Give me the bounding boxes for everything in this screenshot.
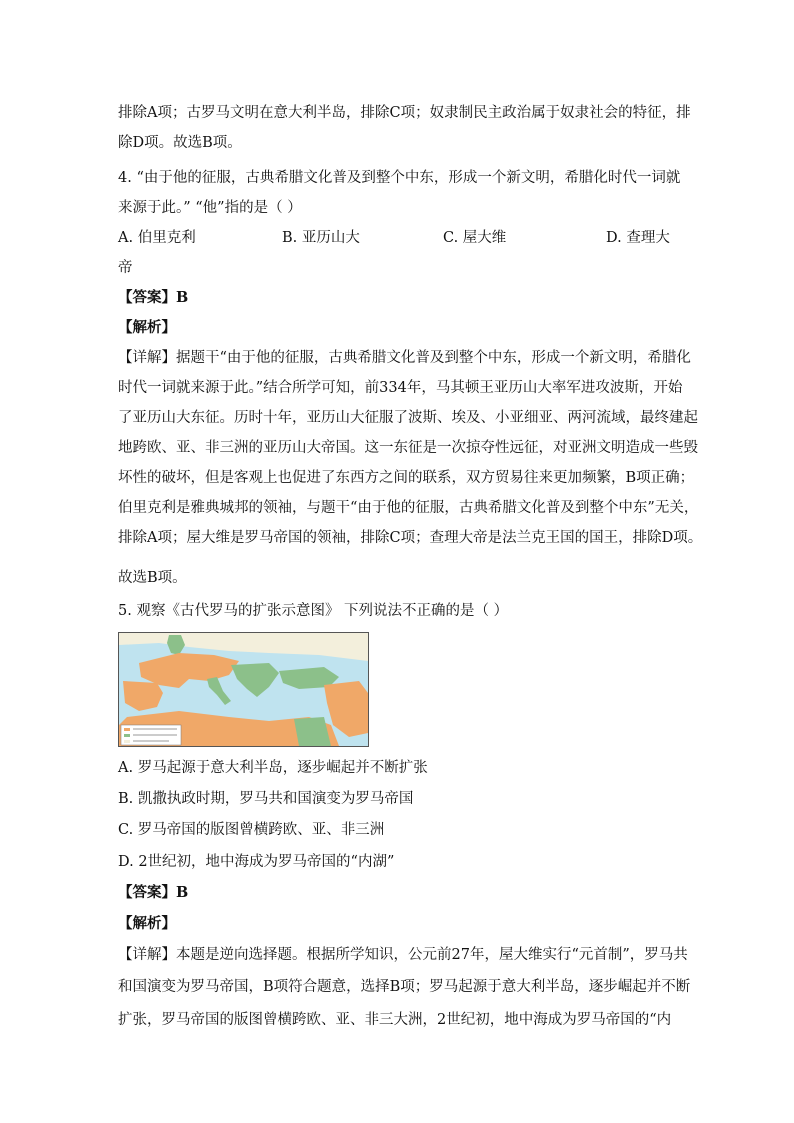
- q4-answer: 【答案】B: [118, 289, 189, 306]
- q4-detail-line-4: 地跨欧、亚、非三洲的亚历山大帝国。这一东征是一次掠夺性远征，对亚洲文明造成一些毁: [118, 440, 698, 456]
- prev-explanation-line-1: 排除A项；古罗马文明在意大利半岛，排除C项；奴隶制民主政治属于奴隶社会的特征，排: [118, 105, 691, 121]
- q4-option-a: A. 伯里克利: [118, 230, 196, 246]
- q5-detail-line-2: 和国演变为罗马帝国，B项符合题意，选择B项；罗马起源于意大利半岛，逐步崛起并不断: [118, 979, 691, 995]
- q5-option-b: B. 凯撒执政时期，罗马共和国演变为罗马帝国: [118, 791, 414, 807]
- q4-detail-line-7: 排除A项；屋大维是罗马帝国的领袖，排除C项；查理大帝是法兰克王国的国王，排除D项。: [118, 530, 703, 546]
- q4-detail-line-3: 了亚历山大东征。历时十年，亚历山大征服了波斯、埃及、小亚细亚、两河流域，最终建起: [118, 410, 698, 426]
- roman-expansion-map: [118, 632, 369, 747]
- map-legend-swatch-3: [124, 740, 130, 743]
- q5-detail-line-3: 扩张，罗马帝国的版图曾横跨欧、亚、非三大洲，2世纪初，地中海成为罗马帝国的“内: [118, 1012, 672, 1028]
- q4-analysis-title: 【解析】: [118, 319, 176, 336]
- q4-detail-line-6: 伯里克利是雅典城邦的领袖，与题干“由于他的征服，古典希腊文化普及到整个中东”无关，: [118, 500, 699, 516]
- q5-option-a: A. 罗马起源于意大利半岛，逐步崛起并不断扩张: [118, 760, 428, 776]
- q4-option-d: D. 查理大: [606, 230, 670, 246]
- q4-option-c: C. 屋大维: [443, 230, 507, 246]
- q4-option-d-wrap: 帝: [118, 260, 133, 276]
- q4-detail-line-8: 故选B项。: [118, 570, 187, 586]
- q5-detail-line-1: 【详解】本题是逆向选择题。根据所学知识，公元前27年，屋大维实行“元首制”，罗马共: [118, 947, 688, 963]
- prev-explanation-line-2: 除D项。故选B项。: [118, 135, 242, 151]
- map-legend-swatch-2: [124, 734, 130, 737]
- q4-detail-line-2: 时代一词就来源于此。”结合所学可知，前334年，马其顿王亚历山大率军进攻波斯，开始: [118, 380, 683, 396]
- q5-stem: 5. 观察《古代罗马的扩张示意图》 下列说法不正确的是（ ）: [118, 603, 509, 619]
- q4-option-b: B. 亚历山大: [282, 230, 360, 246]
- q4-stem-line-1: 4. “由于他的征服，古典希腊文化普及到整个中东，形成一个新文明，希腊化时代一词就: [118, 170, 681, 186]
- map-illustration: [119, 633, 368, 746]
- q5-answer: 【答案】B: [118, 884, 189, 901]
- q5-option-d: D. 2世纪初，地中海成为罗马帝国的“内湖”: [118, 854, 395, 870]
- q4-detail-line-1: 【详解】据题干“由于他的征服，古典希腊文化普及到整个中东，形成一个新文明，希腊化: [118, 350, 691, 366]
- q5-option-c: C. 罗马帝国的版图曾横跨欧、亚、非三洲: [118, 822, 385, 838]
- q4-detail-line-5: 坏性的破坏，但是客观上也促进了东西方之间的联系，双方贸易往来更加频繁，B项正确；: [118, 470, 695, 486]
- q5-analysis-title: 【解析】: [118, 915, 176, 932]
- map-legend-swatch-1: [124, 728, 130, 731]
- q4-stem-line-2: 来源于此。” “他”指的是（ ）: [118, 200, 302, 216]
